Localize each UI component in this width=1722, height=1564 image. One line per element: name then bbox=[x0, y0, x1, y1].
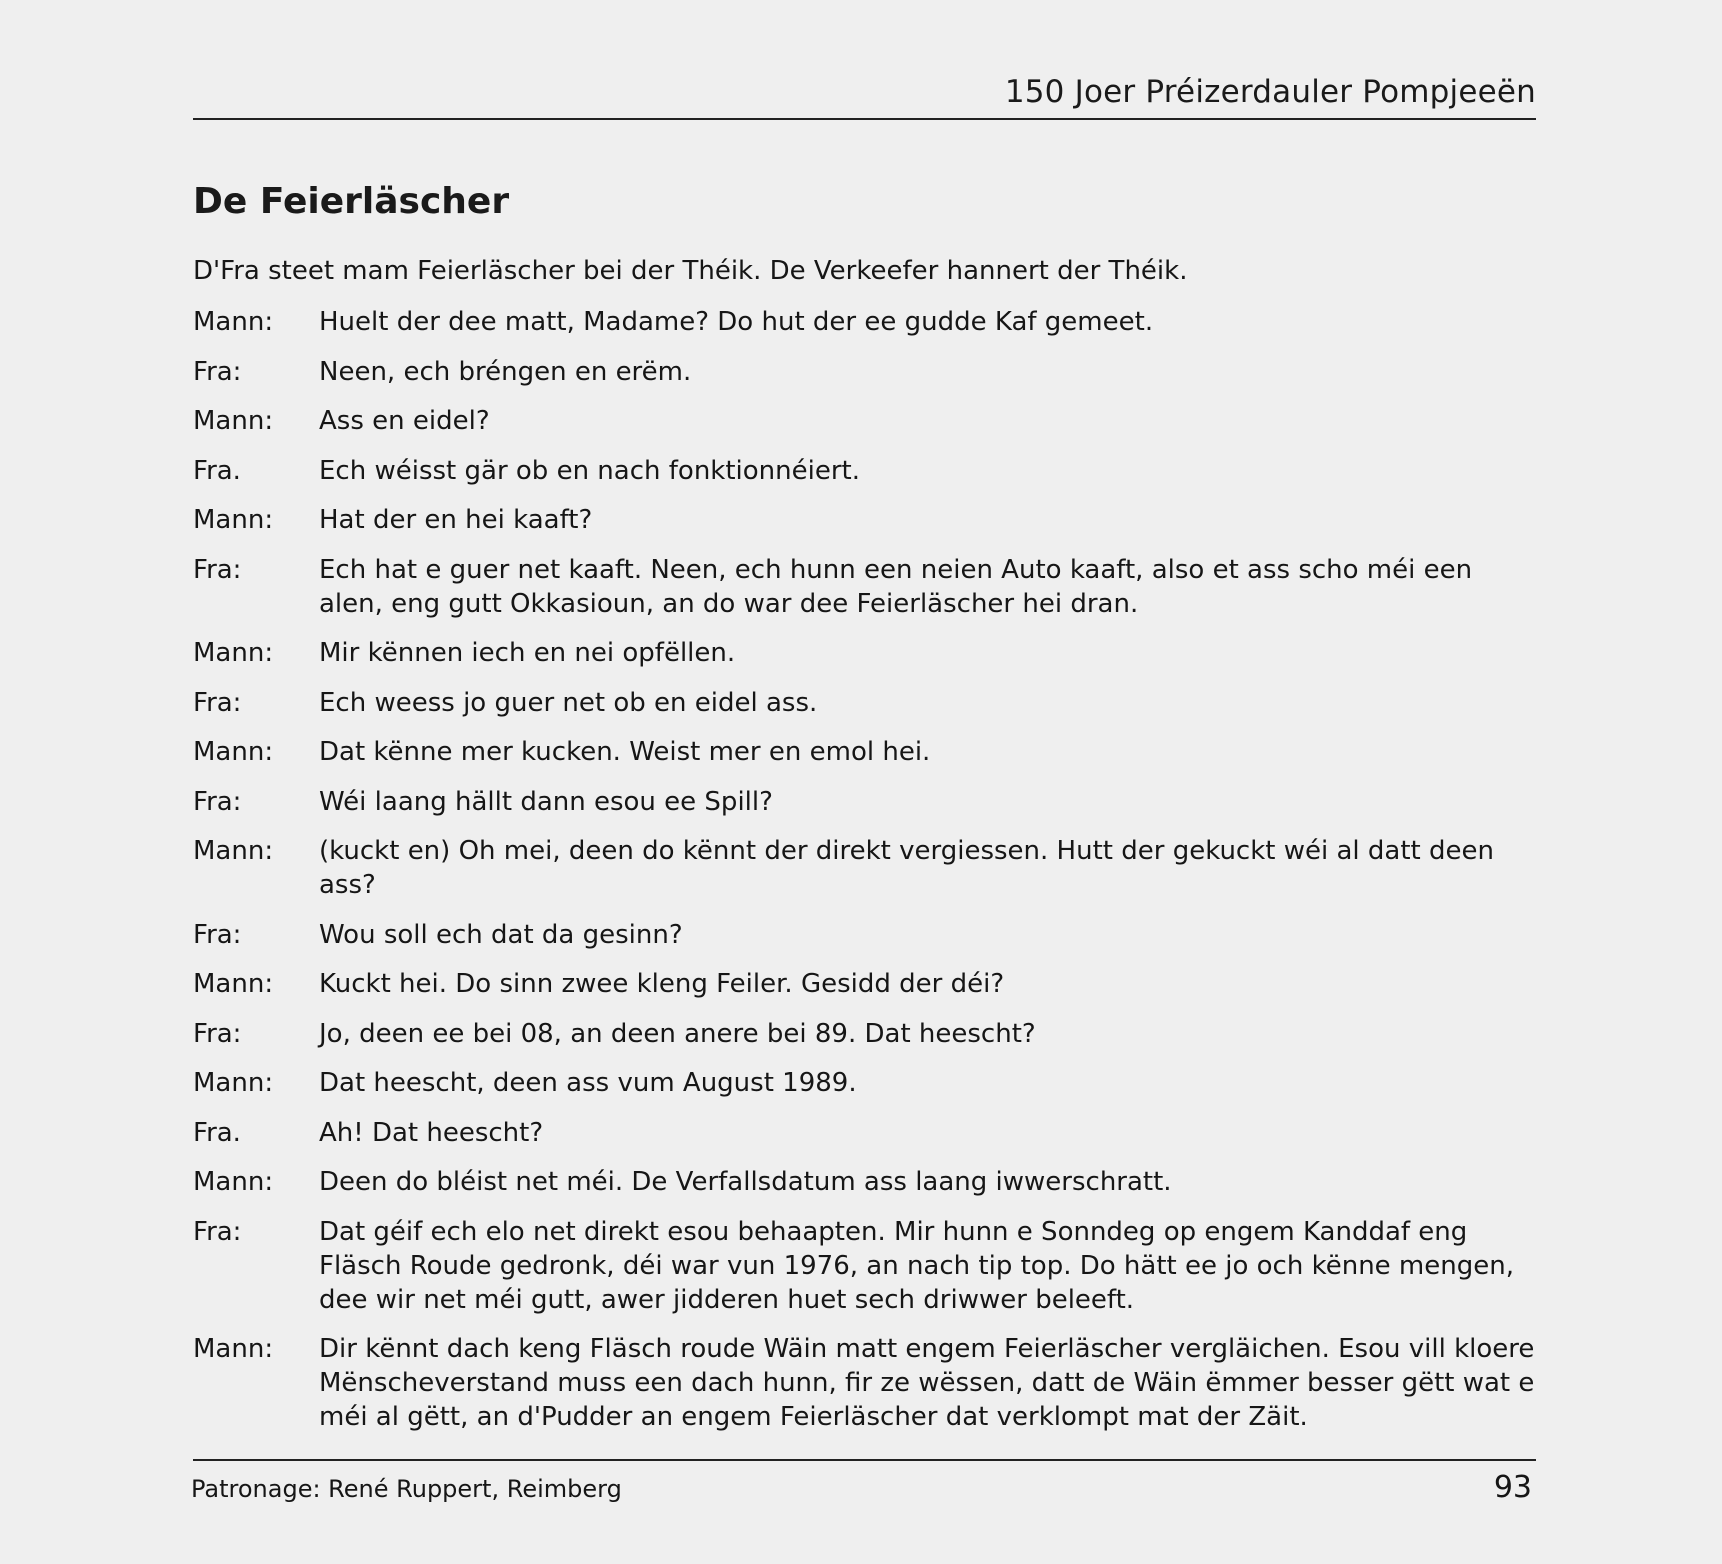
dialog-row bbox=[193, 503, 1543, 537]
dialog-line: Ech weess jo guer net ob en eidel ass. bbox=[319, 687, 818, 718]
stage-direction: D'Fra steet mam Feierläscher bei der Théik. De Verkeefer hannert der Théik. bbox=[193, 256, 1188, 286]
speaker-label: Mann: bbox=[193, 737, 274, 767]
patronage-note: Patronage: René Ruppert, Reimberg bbox=[191, 1475, 622, 1503]
dialog-row bbox=[193, 1165, 1543, 1199]
dialog-line: Hat der en hei kaaft? bbox=[319, 505, 593, 535]
speaker-label: Fra: bbox=[193, 554, 242, 585]
speaker-label: Fra. bbox=[193, 455, 241, 486]
dialog-line: Ah! Dat heescht? bbox=[319, 1117, 544, 1148]
speaker-label: Mann: bbox=[193, 969, 274, 999]
dialog-line: Ech wéisst gär ob en nach fonktionnéiert. bbox=[319, 455, 860, 486]
dialog-row bbox=[193, 1066, 1543, 1100]
dialog-line: Dat heescht, deen ass vum August 1989. bbox=[319, 1068, 857, 1098]
dialog-line: Huelt der dee matt, Madame? Do hut der ee gudde Kaf gemeet. bbox=[319, 307, 1154, 337]
page-number: 93 bbox=[1493, 1470, 1532, 1505]
dialog-line: Deen do bléist net méi. De Verfallsdatum ass laang iwwerschratt. bbox=[319, 1167, 1172, 1197]
speaker-label: Mann: bbox=[193, 836, 274, 866]
speaker-label: Fra: bbox=[193, 1216, 242, 1247]
speaker-label: Mann: bbox=[193, 505, 274, 535]
dialog-line: Wéi laang hällt dann esou ee Spill? bbox=[319, 786, 773, 817]
speaker-label: Fra: bbox=[193, 786, 242, 817]
dialog-line: Ass en eidel? bbox=[319, 406, 490, 436]
running-header: 150 Joer Préizerdauler Pompjeeën bbox=[1004, 74, 1536, 110]
dialog-line: Dir kënnt dach keng Fläsch roude Wäin matt engem Feierläscher vergläichen. Esou vill kloere Mënscheverstand muss een dach hunn, fir ze wëssen, datt de Wäin ëmmer besser gëtt wat e méi al gëtt, an d'Pudder an engem Feierläscher dat verklompt mat der Zäit. bbox=[319, 1334, 1535, 1432]
dialog-line: Dat kënne mer kucken. Weist mer en emol hei. bbox=[319, 737, 931, 767]
dialog-line: Ech hat e guer net kaaft. Neen, ech hunn een neien Auto kaaft, also et ass scho méi een alen, eng gutt Okkasioun, an do war dee Feierläscher hei dran. bbox=[319, 554, 1473, 619]
dialog-row bbox=[193, 918, 1543, 952]
dialog-line: Jo, deen ee bei 08, an deen anere bei 89. Dat heescht? bbox=[319, 1018, 1036, 1049]
header-rule bbox=[193, 118, 1536, 120]
footer-rule bbox=[193, 1459, 1536, 1461]
dialog-row bbox=[193, 1215, 1543, 1317]
dialog-row bbox=[193, 967, 1543, 1001]
speaker-label: Mann: bbox=[193, 638, 274, 668]
speaker-label: Mann: bbox=[193, 1334, 274, 1364]
speaker-label: Fra: bbox=[193, 1018, 242, 1049]
dialog-row bbox=[193, 785, 1543, 819]
dialog-line: (kuckt en) Oh mei, deen do kënnt der direkt vergiessen. Hutt der gekuckt wéi al datt deen ass? bbox=[319, 836, 1494, 900]
dialog-row bbox=[193, 305, 1543, 339]
dialog-row bbox=[193, 1332, 1543, 1434]
dialog-row bbox=[193, 1116, 1543, 1150]
section-title: De Feierläscher bbox=[193, 181, 510, 222]
dialog-line: Mir kënnen iech en nei opfëllen. bbox=[319, 638, 736, 668]
dialog-row bbox=[193, 686, 1543, 720]
dialog-list bbox=[193, 305, 1543, 1450]
speaker-label: Mann: bbox=[193, 307, 274, 337]
dialog-row bbox=[193, 454, 1543, 488]
speaker-label: Fra. bbox=[193, 1117, 241, 1148]
dialog-line: Kuckt hei. Do sinn zwee kleng Feiler. Gesidd der déi? bbox=[319, 969, 1005, 999]
dialog-row bbox=[193, 355, 1543, 389]
speaker-label: Mann: bbox=[193, 1167, 274, 1197]
dialog-row bbox=[193, 735, 1543, 769]
dialog-row bbox=[193, 1017, 1543, 1051]
speaker-label: Mann: bbox=[193, 1068, 274, 1098]
speaker-label: Mann: bbox=[193, 406, 274, 436]
dialog-line: Wou soll ech dat da gesinn? bbox=[319, 919, 683, 950]
dialog-row bbox=[193, 404, 1543, 438]
dialog-row bbox=[193, 834, 1543, 902]
dialog-row bbox=[193, 636, 1543, 670]
speaker-label: Fra: bbox=[193, 687, 242, 718]
speaker-label: Fra: bbox=[193, 919, 242, 950]
dialog-line: Neen, ech bréngen en erëm. bbox=[319, 356, 692, 387]
dialog-line: Dat géif ech elo net direkt esou behaapten. Mir hunn e Sonndeg op engem Kanddaf eng Fläsch Roude gedronk, déi war vun 1976, an nach tip top. Do hätt ee jo och kënne mengen, dee wir net méi gutt, awer jidderen huet sech driwwer beleeft. bbox=[319, 1216, 1514, 1315]
dialog-row bbox=[193, 553, 1543, 621]
speaker-label: Fra: bbox=[193, 356, 242, 387]
